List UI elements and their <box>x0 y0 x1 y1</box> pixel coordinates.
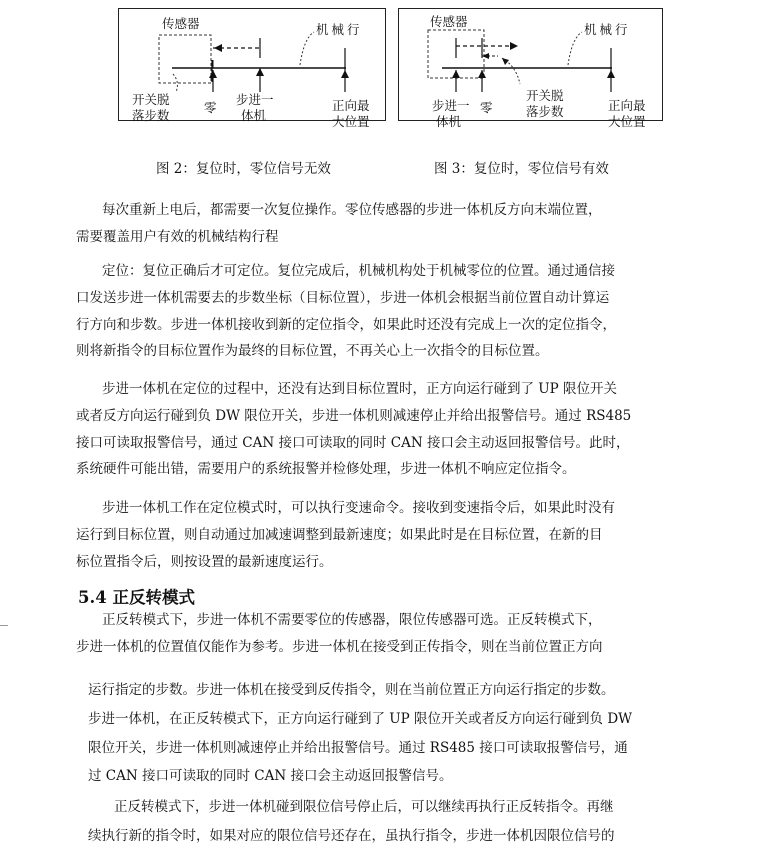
text-line: 运行到目标位置，则自动通过加减速调整到最新速度；如果此时是在目标位置，在新的目 <box>76 526 603 543</box>
switch-steps-label-2: 落步数 <box>132 108 170 123</box>
paragraph-run-steps <box>88 676 676 791</box>
text-line: 步进一体机的位置值仅能作为参考。步进一体机在接受到正传指令，则在当前位置正方向 <box>76 638 603 655</box>
section-heading <box>78 584 195 608</box>
paragraph-forward-reverse <box>76 607 688 661</box>
section-number: 5.4 <box>78 588 107 607</box>
machine-travel-label: 机械行 <box>316 22 363 37</box>
text-line: 过 CAN 接口可读取的同时 CAN 接口会主动返回报警信号。 <box>88 768 453 785</box>
sensor-box <box>159 35 211 83</box>
section-title: 正反转模式 <box>112 588 195 607</box>
sensor-label: 传感器 <box>430 14 468 29</box>
figure-2 <box>118 8 386 129</box>
switch-steps-label-1: 开关脱 <box>132 92 170 107</box>
text-line: 续执行新的指令时，如果对应的限位信号还存在，虽执行指令，步进一体机因限位信号的 <box>88 827 615 844</box>
figure-3 <box>398 8 663 129</box>
text-line: 定位：复位正确后才可定位。复位完成后，机械机构处于机械零位的位置。通过通信接 <box>102 263 615 279</box>
text-line: 需要覆盖用户有效的机械结构行程 <box>76 228 279 245</box>
text-line: 标位置指令后，则按设置的最新速度运行。 <box>76 553 333 570</box>
figure-2-caption: 图 2：复位时，零位信号无效 <box>156 161 331 177</box>
text-line: 步进一体机工作在定位模式时，可以执行变速命令。接收到变速指令后，如果此时没有 <box>102 500 615 516</box>
switch-steps-label-1: 开关脱 <box>526 88 564 103</box>
max-position-label-2: 大位置 <box>332 114 370 129</box>
text-line: 接口可读取报警信号，通过 CAN 接口可读取的同时 CAN 接口会主动返回报警信号。此时， <box>76 434 630 451</box>
text-line: 限位开关，步进一体机则减速停止并给出报警信号。通过 RS485 接口可读取报警信号，通 <box>88 739 628 756</box>
text-line: 则将新指令的目标位置作为最终的目标位置，不再关心上一次指令的目标位置。 <box>76 343 549 360</box>
switch-steps-label-2: 落步数 <box>526 104 564 119</box>
text-line: 行方向和步数。步进一体机接收到新的定位指令，如果此时还没有完成上一次的定位指令， <box>76 316 616 333</box>
text-line: 运行指定的步数。步进一体机在接受到反传指令，则在当前位置正方向运行指定的步数。 <box>88 682 615 698</box>
sensor-label: 传感器 <box>162 16 200 31</box>
paragraph-positioning <box>76 258 688 365</box>
text-line: 口发送步进一体机需要去的步数坐标（目标位置），步进一体机会根据当前位置自动计算运 <box>76 289 610 306</box>
text-line: 正反转模式下，步进一体机不需要零位的传感器，限位传感器可选。正反转模式下， <box>102 612 602 628</box>
max-position-label-1: 正向最 <box>332 98 370 113</box>
zero-label: 零 <box>480 100 493 115</box>
text-line: 系统硬件可能出错，需要用户的系统报警并检修处理，步进一体机不响应定位指令。 <box>76 461 576 478</box>
stepper-label-2: 体机 <box>241 108 267 123</box>
paragraph-limit-switch <box>76 376 688 483</box>
text-line: 正反转模式下，步进一体机碰到限位信号停止后，可以继续再执行正反转指令。再继 <box>114 799 614 815</box>
text-line: 步进一体机，在正反转模式下，正方向运行碰到了 UP 限位开关或者反方向运行碰到负 DW <box>88 710 633 727</box>
figure-3-caption: 图 3：复位时，零位信号有效 <box>434 161 609 177</box>
paragraph-reset <box>76 197 688 251</box>
margin-mark <box>0 625 8 626</box>
paragraph-speed-change <box>76 495 688 575</box>
stepper-label-2: 体机 <box>436 114 462 129</box>
stepper-label-1: 步进一 <box>432 98 470 113</box>
stepper-label-1: 步进一 <box>236 92 274 107</box>
text-line: 每次重新上电后，都需要一次复位操作。零位传感器的步进一体机反方向末端位置， <box>102 202 602 218</box>
paragraph-continue <box>88 793 676 851</box>
text-line: 步进一体机在定位的过程中，还没有达到目标位置时，正方向运行碰到了 UP 限位开关 <box>102 381 618 397</box>
max-position-label-1: 正向最 <box>608 98 646 113</box>
max-position-label-2: 大位置 <box>608 114 646 129</box>
zero-label: 零 <box>204 100 217 115</box>
text-line: 或者反方向运行碰到负 DW 限位开关，步进一体机则减速停止并给出报警信号。通过 RS485 <box>76 407 632 424</box>
machine-travel-label: 机械行 <box>584 22 631 37</box>
